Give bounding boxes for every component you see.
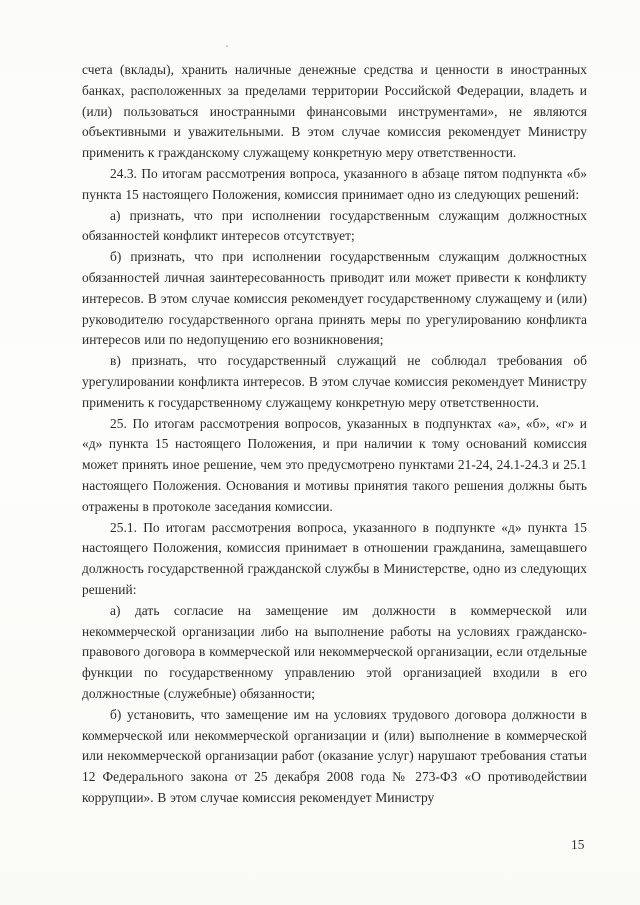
document-body <box>82 60 587 809</box>
paragraph-continuation-account-deposits: счета (вклады), хранить наличные денежные средства и ценности в иностранных банках, расположенных за пределами территории Российской Федерации, владеть и (или) пользоваться иностранными финансовыми инструментами», не являются объективными и уважительными. В этом случае комиссия рекомендует Министру применить к гражданскому служащему конкретную меру ответственности. <box>82 62 587 161</box>
paragraph-25-1-b: б) установить, что замещение им на условиях трудового договора должности в коммерческой или некоммерческой организации и (или) выполнение в коммерческой или некоммерческой организации работ (оказание услуг) нарушают требования статьи 12 Федерального закона от 25 декабря 2008 года № 273-ФЗ «О противодействии коррупции». В этом случае комиссия рекомендует Министру <box>82 706 587 805</box>
paragraph-24-3-a: а) признать, что при исполнении государственным служащим должностных обязанностей конфликт интересов отсутствует; <box>82 207 587 244</box>
paragraph-25-1: 25.1. По итогам рассмотрения вопроса, указанного в подпункте «д» пункта 15 настоящего Положения, комиссия принимает в отношении гражданина, замещавшего должность государственной гражданской службы в Министерстве, одно из следующих решений: <box>82 519 587 597</box>
paragraph-24-3-v: в) признать, что государственный служащий не соблюдал требования об урегулировании конфликта интересов. В этом случае комиссия рекомендует Министру применить к государственному служащему конкретную меру ответственности. <box>82 353 587 410</box>
paragraph-25-1-a: а) дать согласие на замещение им должности в коммерческой или некоммерческой организации либо на выполнение работы на условиях гражданско-правового договора в коммерческой или некоммерческой организации, если отдельные функции по государственному управлению этой организацией входили в его должностные (служебные) обязанности; <box>82 602 587 701</box>
scan-speck <box>226 45 228 47</box>
paragraph-25: 25. По итогам рассмотрения вопросов, указанных в подпунктах «а», «б», «г» и «д» пункта 15 настоящего Положения, и при наличии к тому оснований комиссия может принять иное решение, чем это предусмотрено пунктами 21-24, 24.1-24.3 и 25.1 настоящего Положения. Основания и мотивы принятия такого решения должны быть отражены в протоколе заседания комиссии. <box>82 415 587 514</box>
paragraph-24-3: 24.3. По итогам рассмотрения вопроса, указанного в абзаце пятом подпункта «б» пункта 15 настоящего Положения, комиссия принимает одно из следующих решений: <box>82 165 587 202</box>
paragraph-24-3-b: б) признать, что при исполнении государственным служащим должностных обязанностей личная заинтересованность приводит или может привести к конфликту интересов. В этом случае комиссия рекомендует государственному служащему и (или) руководителю государственного органа принять меры по урегулированию конфликта интересов или по недопущению его возникновения; <box>82 249 587 348</box>
page-number: 15 <box>571 837 585 852</box>
